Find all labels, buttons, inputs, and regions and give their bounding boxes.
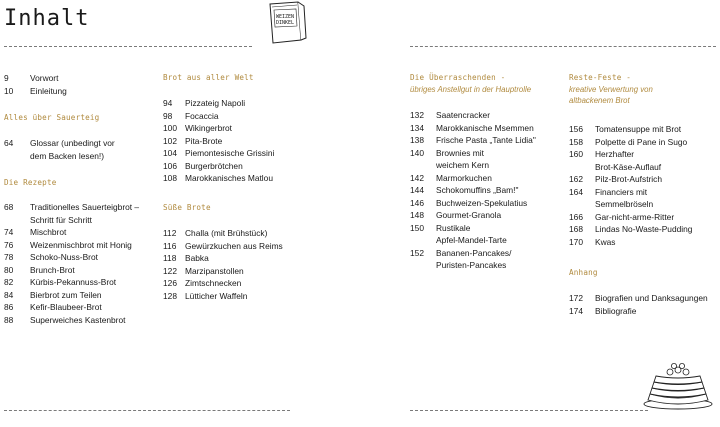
page-number: 82	[4, 277, 14, 287]
entry-title: Challa (mit Brühstück)	[185, 228, 268, 238]
entry-title-continued: weichem Kern	[436, 160, 490, 170]
toc-entry[interactable]	[569, 173, 719, 186]
entry-title: Pilz-Brot-Aufstrich	[595, 174, 663, 184]
entry-title: Babka	[185, 253, 209, 263]
entry-title: Marzipanstollen	[185, 265, 244, 276]
entry-title: Pizzateig Napoli	[185, 98, 246, 108]
page-number: 152	[410, 247, 424, 258]
page-number: 166	[569, 211, 583, 222]
toc-entry[interactable]	[569, 236, 719, 249]
toc-entry[interactable]	[569, 123, 719, 136]
section-heading: Brot aus aller Welt	[163, 73, 254, 82]
page-number: 10	[4, 85, 14, 96]
page-number: 112	[163, 228, 177, 238]
page-number: 140	[410, 147, 424, 158]
page-number: 74	[4, 227, 14, 237]
entry-title: Glossar (unbedingt vor	[30, 138, 115, 148]
entry-title: Brunch-Brot	[30, 264, 75, 275]
entry-title: Traditionelles Sauerteigbrot –	[30, 202, 140, 212]
toc-entry[interactable]	[410, 184, 560, 197]
toc-entry[interactable]	[410, 209, 560, 222]
page-number: 98	[163, 110, 173, 121]
page-number: 128	[163, 290, 177, 301]
entry-title: Pita-Brote	[185, 135, 223, 146]
toc-entry[interactable]	[163, 240, 313, 253]
section-subheading: übriges Anstellgut in der Hauptrolle	[410, 85, 532, 94]
page-number: 118	[163, 253, 177, 263]
page-number: 64	[4, 138, 14, 148]
page-number: 156	[569, 124, 583, 134]
entry-title: Gourmet-Granola	[436, 210, 502, 220]
toc-entry[interactable]	[410, 109, 560, 122]
page-number: 172	[569, 293, 583, 303]
toc-entry[interactable]	[410, 172, 560, 185]
toc-entry[interactable]	[4, 276, 154, 289]
entry-title: Burgerbrötchen	[185, 160, 243, 171]
entry-title: Lütticher Waffeln	[185, 290, 248, 301]
entry-title: Financiers mit	[595, 186, 648, 197]
toc-entry[interactable]	[4, 85, 154, 98]
page-number: 76	[4, 239, 14, 250]
pancake-stack-icon	[640, 360, 716, 410]
page-number: 84	[4, 289, 14, 300]
section-subheading: altbackenem Brot	[569, 96, 630, 105]
entry-title: Marokkanisches Matlou	[185, 173, 273, 183]
entry-title: Vorwort	[30, 73, 59, 83]
entry-title: Zimtschnecken	[185, 278, 242, 288]
page-number: 126	[163, 278, 177, 288]
entry-title: Lindas No-Waste-Pudding	[595, 224, 693, 234]
toc-entry[interactable]	[163, 290, 313, 303]
page-number: 80	[4, 264, 14, 275]
toc-entry[interactable]	[4, 72, 154, 85]
page-number: 122	[163, 265, 177, 276]
page-number: 108	[163, 173, 177, 183]
toc-entry[interactable]	[410, 147, 560, 172]
toc-entry[interactable]	[163, 252, 313, 265]
toc-entry[interactable]	[4, 239, 154, 252]
toc-entry[interactable]	[569, 136, 719, 149]
section-heading: Die Rezepte	[4, 178, 57, 187]
entry-title: Kefir-Blaubeer-Brot	[30, 302, 102, 312]
section-subheading: kreative Verwertung von	[569, 85, 653, 94]
toc-entry[interactable]	[569, 211, 719, 224]
toc-entry[interactable]	[569, 148, 719, 173]
page-number: 144	[410, 185, 424, 195]
toc-entry[interactable]	[4, 264, 154, 277]
page-number: 104	[163, 148, 177, 158]
toc-entry[interactable]	[4, 314, 154, 327]
toc-entry[interactable]	[163, 277, 313, 290]
toc-entry[interactable]	[163, 160, 313, 173]
page-number: 160	[569, 149, 583, 159]
toc-entry[interactable]	[4, 289, 154, 302]
flour-jar-icon	[264, 0, 310, 46]
section-heading: Reste-Feste -	[569, 73, 632, 82]
entry-title: Buchweizen-Spekulatius	[436, 197, 528, 208]
page-number: 142	[410, 172, 424, 183]
page-number: 168	[569, 224, 583, 234]
entry-title: Herzhafter	[595, 149, 635, 159]
toc-entry[interactable]	[163, 265, 313, 278]
toc-entry[interactable]	[4, 251, 154, 264]
entry-title-continued: Puristen-Pancakes	[436, 260, 507, 270]
toc-entry[interactable]	[410, 134, 560, 147]
page-number: 150	[410, 222, 424, 233]
toc-entry[interactable]	[163, 227, 313, 240]
entry-title-continued: Schritt für Schritt	[30, 214, 92, 225]
entry-title: Gar-nicht-arme-Ritter	[595, 211, 675, 222]
page-number: 78	[4, 252, 14, 262]
entry-title: Superweiches Kastenbrot	[30, 314, 126, 325]
page-number: 162	[569, 174, 583, 184]
divider-top-right	[410, 46, 716, 47]
page-number: 9	[4, 73, 9, 83]
toc-entry[interactable]	[4, 226, 154, 239]
section-heading: Anhang	[569, 268, 598, 277]
jar-label-line1: WEIZEN	[275, 14, 295, 20]
page-number: 132	[410, 110, 424, 120]
toc-entry[interactable]	[410, 247, 560, 272]
page-number: 164	[569, 186, 583, 197]
entry-title: Focaccia	[185, 110, 219, 121]
entry-title-continued: Apfel-Mandel-Tarte	[436, 235, 507, 245]
page-number: 148	[410, 210, 424, 220]
divider-bottom-right	[410, 410, 648, 411]
page-number: 170	[569, 236, 583, 247]
page-number: 88	[4, 314, 14, 325]
page-number: 116	[163, 240, 177, 251]
toc-entry[interactable]	[163, 110, 313, 123]
page-number: 106	[163, 160, 177, 171]
page-number: 138	[410, 135, 424, 145]
page-number: 86	[4, 302, 14, 312]
page-title: Inhalt	[4, 6, 90, 31]
section-heading: Alles über Sauerteig	[4, 113, 100, 122]
entry-title: Marmorkuchen	[436, 172, 492, 183]
jar-label-line2: DINKEL	[275, 20, 295, 26]
page-number: 174	[569, 305, 583, 316]
entry-title: Bibliografie	[595, 305, 637, 316]
entry-title: Biografien und Danksagungen	[595, 293, 708, 303]
page-number: 158	[569, 136, 583, 147]
entry-title: Gewürzkuchen aus Reims	[185, 240, 283, 251]
entry-title-continued: Brot-Käse-Auflauf	[595, 161, 662, 172]
entry-title-continued: Semmelbröseln	[595, 199, 654, 209]
entry-title: Bierbrot zum Teilen	[30, 289, 102, 300]
page-number: 94	[163, 98, 173, 108]
section-heading: Die Überraschenden -	[410, 73, 506, 82]
entry-title: Kwas	[595, 236, 616, 247]
entry-title: Mischbrot	[30, 227, 67, 237]
toc-entry[interactable]	[163, 172, 313, 185]
entry-title: Einleitung	[30, 85, 67, 96]
divider-top-left	[4, 46, 252, 47]
page-number: 134	[410, 122, 424, 133]
toc-entry[interactable]	[410, 197, 560, 210]
toc-entry[interactable]	[410, 122, 560, 135]
page-number: 68	[4, 202, 14, 212]
entry-title: Wikingerbrot	[185, 123, 233, 133]
entry-title: Marokkanische Msemmen	[436, 122, 534, 133]
toc-entry[interactable]	[4, 137, 154, 162]
page-number: 102	[163, 135, 177, 146]
section-heading: Süße Brote	[163, 203, 211, 212]
entry-title: Rustikale	[436, 222, 471, 233]
entry-title: Piemontesische Grissini	[185, 148, 275, 158]
entry-title: Saatencracker	[436, 110, 490, 120]
toc-entry[interactable]	[163, 97, 313, 110]
toc-entry[interactable]	[163, 147, 313, 160]
toc-entry[interactable]	[569, 223, 719, 236]
toc-entry[interactable]	[569, 186, 719, 211]
entry-title: Weizenmischbrot mit Honig	[30, 239, 132, 250]
entry-title: Bananen-Pancakes/	[436, 247, 512, 258]
toc-entry[interactable]	[569, 305, 719, 318]
toc-entry[interactable]	[163, 135, 313, 148]
entry-title: Schoko-Nuss-Brot	[30, 252, 98, 262]
page-number: 100	[163, 123, 177, 133]
entry-title: Brownies mit	[436, 147, 484, 158]
toc-entry[interactable]	[410, 222, 560, 247]
toc-entry[interactable]	[163, 122, 313, 135]
entry-title: Tomatensuppe mit Brot	[595, 124, 682, 134]
toc-entry[interactable]	[4, 301, 154, 314]
page-number: 146	[410, 197, 424, 208]
entry-title: Schokomuffins „Bam!"	[436, 185, 519, 195]
entry-title-continued: dem Backen lesen!)	[30, 150, 105, 161]
divider-bottom-left	[4, 410, 290, 411]
entry-title: Kürbis-Pekannuss-Brot	[30, 277, 117, 287]
entry-title: Frische Pasta „Tante Lidia"	[436, 135, 536, 145]
entry-title: Polpette di Pane in Sugo	[595, 136, 688, 147]
toc-entry[interactable]	[4, 201, 154, 226]
toc-entry[interactable]	[569, 292, 719, 305]
